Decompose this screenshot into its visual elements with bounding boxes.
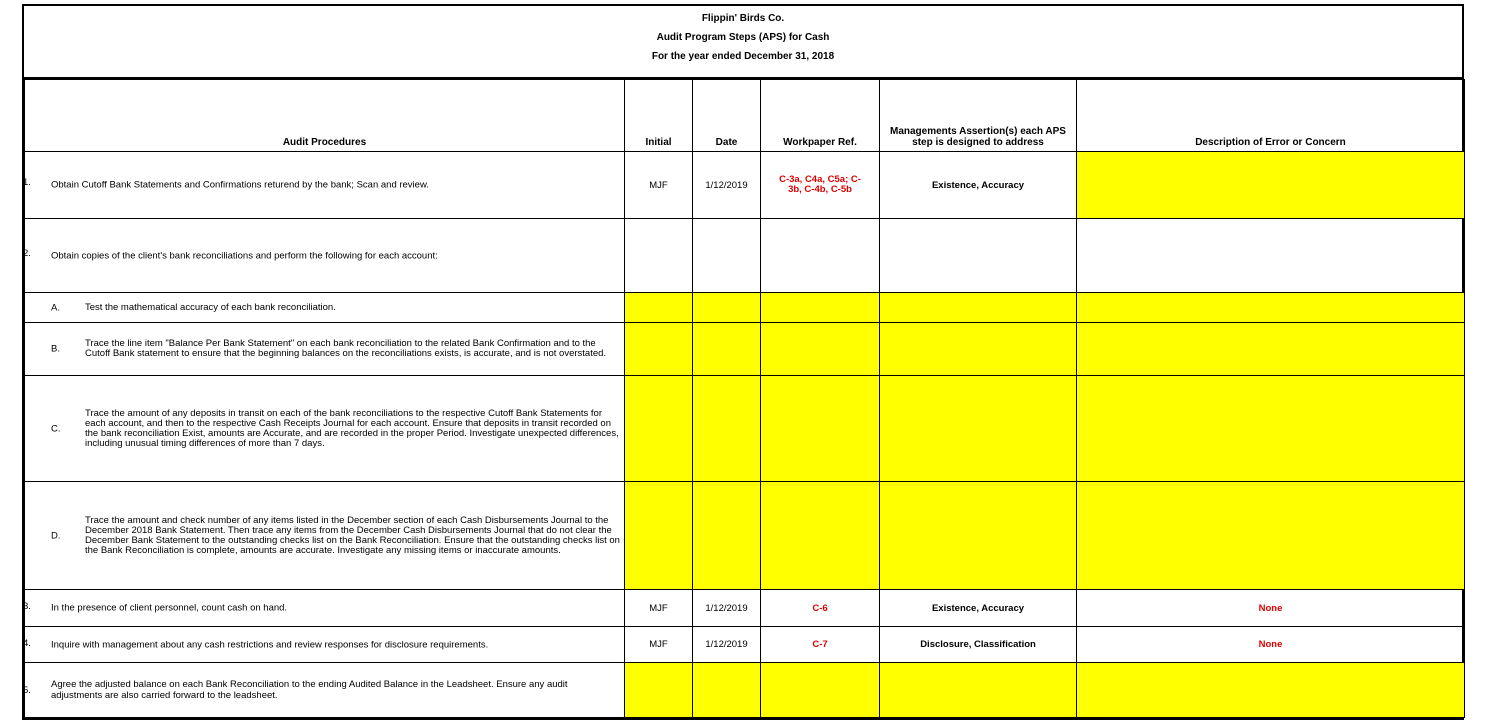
table-row xyxy=(25,323,1465,376)
description-cell[interactable] xyxy=(1077,152,1465,219)
assertion-cell[interactable] xyxy=(880,663,1077,718)
procedure-text: In the presence of client personnel, count cash on hand. xyxy=(51,602,288,614)
assertion-cell[interactable] xyxy=(880,482,1077,590)
procedure-cell[interactable] xyxy=(25,590,625,627)
period-label: For the year ended December 31, 2018 xyxy=(651,51,835,62)
description-cell[interactable] xyxy=(1077,482,1465,590)
sub-step-label: C. xyxy=(51,423,61,434)
assertion-cell[interactable] xyxy=(880,323,1077,376)
initial-cell[interactable]: MJF xyxy=(625,152,693,219)
procedure-text: Test the mathematical accuracy of each bank reconciliation. xyxy=(85,301,336,313)
procedure-cell[interactable] xyxy=(25,219,625,293)
row-number-5: 5. xyxy=(23,685,31,696)
table-row xyxy=(25,627,1465,663)
procedure-text: Inquire with management about any cash restrictions and review responses for disclosure requirements. xyxy=(51,639,489,650)
assertion-cell[interactable]: Existence, Accuracy xyxy=(880,152,1077,219)
assertion-cell[interactable] xyxy=(880,219,1077,293)
sub-step-label: D. xyxy=(51,530,61,541)
assertion-cell[interactable]: Disclosure, Classification xyxy=(880,627,1077,663)
initial-cell[interactable] xyxy=(625,482,693,590)
procedure-text: Obtain copies of the client's bank reconciliations and perform the following for each account: xyxy=(51,250,438,261)
col-header-initial[interactable]: Initial xyxy=(625,80,693,152)
workpaper-ref-cell[interactable] xyxy=(761,376,880,482)
date-cell[interactable] xyxy=(693,219,761,293)
col-header-description[interactable]: Description of Error or Concern xyxy=(1077,80,1465,152)
row-number-3: 3. xyxy=(23,601,31,612)
description-cell[interactable] xyxy=(1077,323,1465,376)
audit-program-sheet xyxy=(22,4,1464,720)
sub-step-label: B. xyxy=(51,343,60,355)
initial-cell[interactable] xyxy=(625,663,693,718)
description-cell[interactable]: None xyxy=(1077,590,1465,627)
procedure-text: Agree the adjusted balance on each Bank Reconciliation to the ending Audited Balance in the Leadsheet. Ensure any audit adjustments are also carried forward to the leadsheet. xyxy=(51,679,568,701)
initial-cell[interactable]: MJF xyxy=(625,627,693,663)
workpaper-ref-cell[interactable]: C-7 xyxy=(761,627,880,663)
row-number-2: 2. xyxy=(23,248,31,259)
table-row xyxy=(25,482,1465,590)
table-row xyxy=(25,663,1465,718)
audit-procedures-table xyxy=(24,79,1465,718)
description-cell[interactable] xyxy=(1077,376,1465,482)
workpaper-ref-cell[interactable] xyxy=(761,293,880,323)
procedure-cell[interactable] xyxy=(25,152,625,219)
initial-cell[interactable]: MJF xyxy=(625,590,693,627)
procedure-cell[interactable] xyxy=(25,627,625,663)
procedure-text: Trace the line item "Balance Per Bank Statement" on each bank reconciliation to the related Bank Confirmation and to the Cutoff Bank statement to ensure that the beginning balances on the reconciliations exists, is accurate, and is not overstated. xyxy=(85,338,607,359)
initial-cell[interactable] xyxy=(625,376,693,482)
procedure-cell[interactable] xyxy=(25,663,625,718)
assertion-cell[interactable] xyxy=(880,376,1077,482)
initial-cell[interactable] xyxy=(625,323,693,376)
description-cell[interactable] xyxy=(1077,293,1465,323)
workpaper-ref-cell[interactable] xyxy=(761,219,880,293)
table-row xyxy=(25,293,1465,323)
workpaper-ref-cell[interactable] xyxy=(761,663,880,718)
date-cell[interactable] xyxy=(693,663,761,718)
col-header-date[interactable]: Date xyxy=(693,80,761,152)
workpaper-ref-cell[interactable]: C-6 xyxy=(761,590,880,627)
assertion-cell[interactable] xyxy=(880,293,1077,323)
table-row xyxy=(25,376,1465,482)
row-number-4: 4. xyxy=(23,638,31,649)
workpaper-ref-cell[interactable] xyxy=(761,482,880,590)
date-cell[interactable]: 1/12/2019 xyxy=(693,152,761,219)
description-cell[interactable] xyxy=(1077,663,1465,718)
assertion-cell[interactable]: Existence, Accuracy xyxy=(880,590,1077,627)
workpaper-ref-cell[interactable] xyxy=(761,323,880,376)
procedure-cell[interactable] xyxy=(25,293,625,323)
row-number-1: 1. xyxy=(23,177,31,188)
program-title: Audit Program Steps (APS) for Cash xyxy=(656,32,830,43)
date-cell[interactable]: 1/12/2019 xyxy=(693,590,761,627)
table-row xyxy=(25,152,1465,219)
date-cell[interactable] xyxy=(693,323,761,376)
procedure-text: Obtain Cutoff Bank Statements and Confirmations returend by the bank; Scan and review. xyxy=(51,179,429,191)
company-name: Flippin' Birds Co. xyxy=(701,13,785,24)
procedure-cell[interactable] xyxy=(25,323,625,376)
date-cell[interactable] xyxy=(693,482,761,590)
procedure-cell[interactable] xyxy=(25,376,625,482)
col-header-assertions[interactable]: Managements Assertion(s) each APS step is designed to address xyxy=(880,80,1077,152)
sheet-title-block xyxy=(24,6,1462,79)
date-cell[interactable] xyxy=(693,376,761,482)
table-row xyxy=(25,219,1465,293)
sub-step-label: A. xyxy=(51,302,60,313)
table-row xyxy=(25,590,1465,627)
date-cell[interactable] xyxy=(693,293,761,323)
col-header-procedures[interactable]: Audit Procedures xyxy=(25,80,625,152)
description-cell[interactable] xyxy=(1077,219,1465,293)
workpaper-ref-cell[interactable]: C-3a, C4a, C5a; C-3b, C-4b, C-5b xyxy=(761,152,880,219)
initial-cell[interactable] xyxy=(625,293,693,323)
description-cell[interactable]: None xyxy=(1077,627,1465,663)
initial-cell[interactable] xyxy=(625,219,693,293)
procedure-cell[interactable] xyxy=(25,482,625,590)
procedure-text: Trace the amount and check number of any items listed in the December section of each Cash Disbursements Journal to the December 2018 Bank Statement. Then trace any items from the December Cash Disbursements Journal that do not clear the December Bank Statement to the outstanding checks list on the Bank Reconciliation. Ensure that the outstanding checks list on the Bank Reconciliation is complete, amounts are accurate. Investigate any missing items or inaccurate amounts. xyxy=(85,514,620,556)
procedure-text: Trace the amount of any deposits in transit on each of the bank reconciliations to the respective Cutoff Bank Statements for each account, and then to the respective Cash Receipts Journal for each account. Ensure that deposits in transit recorded on the bank reconciliation Exist, amounts are Accurate, and are recorded in the proper Period. Investigate unexpected differences, including unusual timing differences of more than 7 days. xyxy=(85,407,619,449)
date-cell[interactable]: 1/12/2019 xyxy=(693,627,761,663)
col-header-workpaper[interactable]: Workpaper Ref. xyxy=(761,80,880,152)
table-header-row xyxy=(25,80,1465,152)
